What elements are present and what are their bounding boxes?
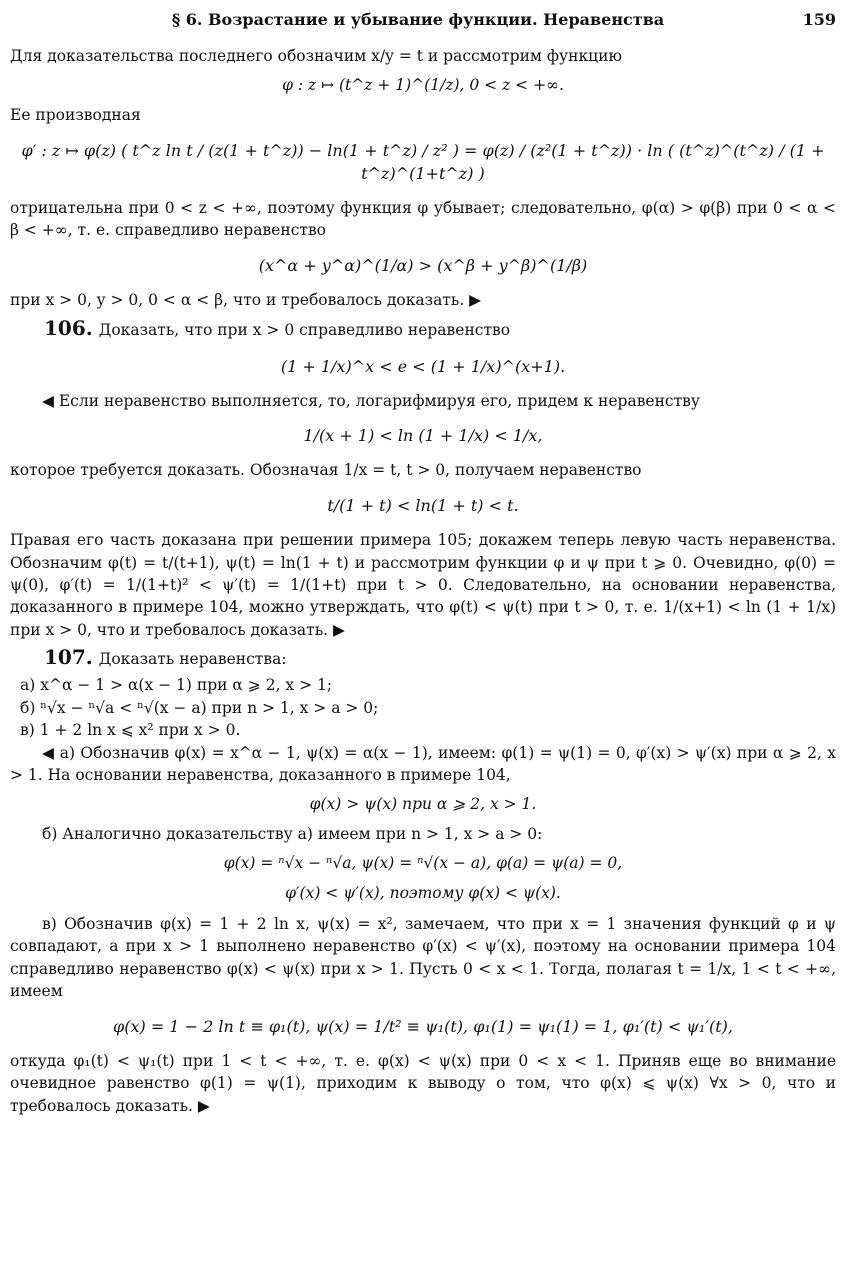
paragraph: Для доказательства последнего обозначим x/y = t и рассмотрим функцию [10, 47, 622, 66]
paragraph: Ее производная [10, 106, 141, 125]
paragraph: ◀ а) Обозначив φ(x) = x^α − 1, ψ(x) = α(x − 1), имеем: φ(1) = ψ(1) = 0, φ′(x) > ψ′(x) при α ⩾ 2, x > 1. На основании неравенства, доказанного в примере 104, [10, 743, 836, 785]
formula: φ′(x) < ψ′(x), поэтому φ(x) < ψ(x). [285, 884, 561, 903]
problem-106 [10, 314, 836, 343]
list-item: в) 1 + 2 ln x ⩽ x² при x > 0. [20, 721, 241, 740]
paragraph: при x > 0, y > 0, 0 < α < β, что и требовалось доказать. ▶ [10, 291, 482, 310]
formula: (1 + 1/x)^x < e < (1 + 1/x)^(x+1). [280, 356, 566, 376]
formula: φ(x) = ⁿ√x − ⁿ√a, ψ(x) = ⁿ√(x − a), φ(a) = ψ(a) = 0, [223, 853, 623, 872]
problem-107 [10, 643, 836, 672]
problem-number: 107. [44, 645, 93, 670]
problem-statement: Доказать неравенства: [98, 650, 287, 669]
formula: φ(x) = 1 − 2 ln t ≡ φ₁(t), ψ(x) = 1/t² ≡ ψ₁(t), φ₁(1) = ψ₁(1) = 1, φ₁′(t) < ψ₁′(t), [113, 1016, 733, 1036]
formula: φ(x) > ψ(x) при α ⩾ 2, x > 1. [309, 794, 537, 813]
paragraph: Правая его часть доказана при решении примера 105; докажем теперь левую часть неравенства. Обозначим φ(t) = t/(t+1), ψ(t) = ln(1 + t) и рассмотрим функции φ и ψ при t ⩾ 0. Очевидно, φ(0) = ψ(0), φ′(t) = 1/(1+t)² < ψ′(t) = 1/(1+t) при t > 0. Следовательно, на основании неравенства, доказанного в примере 104, можно утверждать, что φ(t) < ψ(t) при t > 0, т. е. 1/(x+1) < ln (1 + 1/x) при x > 0, что и требовалось доказать. ▶ [10, 531, 836, 639]
section-title: § 6. Возрастание и убывание функции. Неравенства [171, 10, 665, 29]
formula: 1/(x + 1) < ln (1 + 1/x) < 1/x, [303, 426, 543, 446]
formula: (x^α + y^α)^(1/α) > (x^β + y^β)^(1/β) [258, 255, 588, 275]
paragraph: отрицательна при 0 < z < +∞, поэтому функция φ убывает; следовательно, φ(α) > φ(β) при 0 < α < β < +∞, т. е. справедливо неравенство [10, 198, 836, 240]
subproblem-list [20, 674, 836, 741]
paragraph: б) Аналогично доказательству а) имеем при n > 1, x > a > 0: [42, 825, 543, 844]
page-number: 159 [802, 10, 836, 29]
list-item: а) x^α − 1 > α(x − 1) при α ⩾ 2, x > 1; [20, 676, 333, 695]
paragraph: откуда φ₁(t) < ψ₁(t) при 1 < t < +∞, т. е. φ(x) < ψ(x) при 0 < x < 1. Приняв еще во внимание очевидное равенство φ(1) = ψ(1), приходим к выводу о том, что φ(x) ⩽ ψ(x) ∀x > 0, что и требовалось доказать. ▶ [10, 1051, 836, 1115]
paragraph: в) Обозначив φ(x) = 1 + 2 ln x, ψ(x) = x², замечаем, что при x = 1 значения функций φ и ψ совпадают, а при x > 1 выполнено неравенство φ′(x) < ψ′(x), поэтому на основании примера 104 справедливо неравенство φ(x) < ψ(x) при x > 1. Пусть 0 < x < 1. Тогда, полагая t = 1/x, 1 < t < +∞, имеем [10, 914, 836, 1001]
formula: φ′ : z ↦ φ(z) ( t^z ln t / (z(1 + t^z)) − ln(1 + t^z) / z² ) = φ(z) / (z²(1 + t^z)) · ln ( (t^z)^(t^z) / (1 + t^z)^(1+t^z) ) [21, 140, 825, 183]
page-header [10, 8, 836, 31]
problem-number: 106. [44, 315, 93, 340]
formula: φ : z ↦ (t^z + 1)^(1/z), 0 < z < +∞. [282, 75, 564, 94]
list-item: б) ⁿ√x − ⁿ√a < ⁿ√(x − a) при n > 1, x > a > 0; [20, 698, 379, 717]
paragraph: ◀ Если неравенство выполняется, то, логарифмируя его, придем к неравенству [42, 391, 701, 410]
paragraph: которое требуется доказать. Обозначая 1/x = t, t > 0, получаем неравенство [10, 461, 642, 480]
problem-statement: Доказать, что при x > 0 справедливо неравенство [98, 320, 511, 339]
formula: t/(1 + t) < ln(1 + t) < t. [327, 495, 519, 515]
book-page [10, 8, 836, 1119]
